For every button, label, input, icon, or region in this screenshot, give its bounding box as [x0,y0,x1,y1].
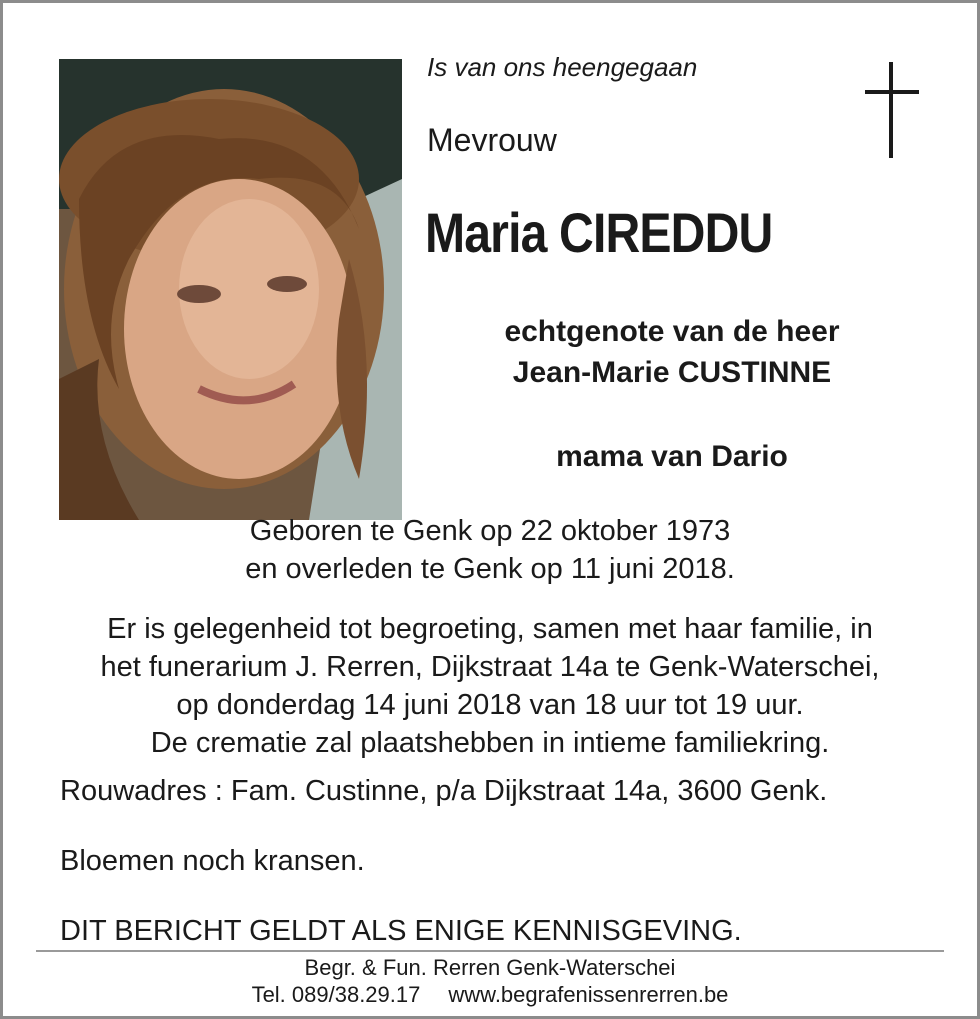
birth-death-block [40,512,940,588]
visitation-block [40,610,940,762]
visitation-line: Er is gelegenheid tot begroeting, samen met haar familie, in [107,613,873,645]
funeral-home-name: Begr. & Fun. Rerren Genk-Waterschei [304,955,676,980]
intro-text: Is van ons heengegaan [427,52,698,82]
portrait-photo [59,59,402,520]
spouse-line-1: echtgenote van de heer [504,315,840,348]
visitation-line: De crematie zal plaatshebben in intieme familiekring. [150,727,830,759]
visitation-line: op donderdag 14 juni 2018 van 18 uur tot 19 uur. [176,689,804,721]
deceased-name: Maria CIREDDU [425,201,773,264]
spouse-line-2: Jean-Marie CUSTINNE [512,356,832,389]
flowers-note: Bloemen noch kransen. [60,845,365,877]
children-line: mama van Dario [556,440,788,473]
latin-cross-icon [862,62,924,160]
funeral-home-contact [40,982,940,1008]
official-notice: DIT BERICHT GELDT ALS ENIGE KENNISGEVING. [60,915,742,947]
website-link[interactable]: www.begrafenissenrerren.be [448,982,729,1007]
mourning-address: Rouwadres : Fam. Custinne, p/a Dijkstraat 14a, 3600 Genk. [60,775,828,807]
footer-divider [36,950,944,952]
birth-line: Geboren te Genk op 22 oktober 1973 [249,515,731,547]
honorific-title: Mevrouw [427,122,557,158]
death-line: en overleden te Genk op 11 juni 2018. [245,553,735,585]
visitation-line: het funerarium J. Rerren, Dijkstraat 14a te Genk-Waterschei, [100,651,880,683]
phone-number: Tel. 089/38.29.17 [251,982,421,1007]
